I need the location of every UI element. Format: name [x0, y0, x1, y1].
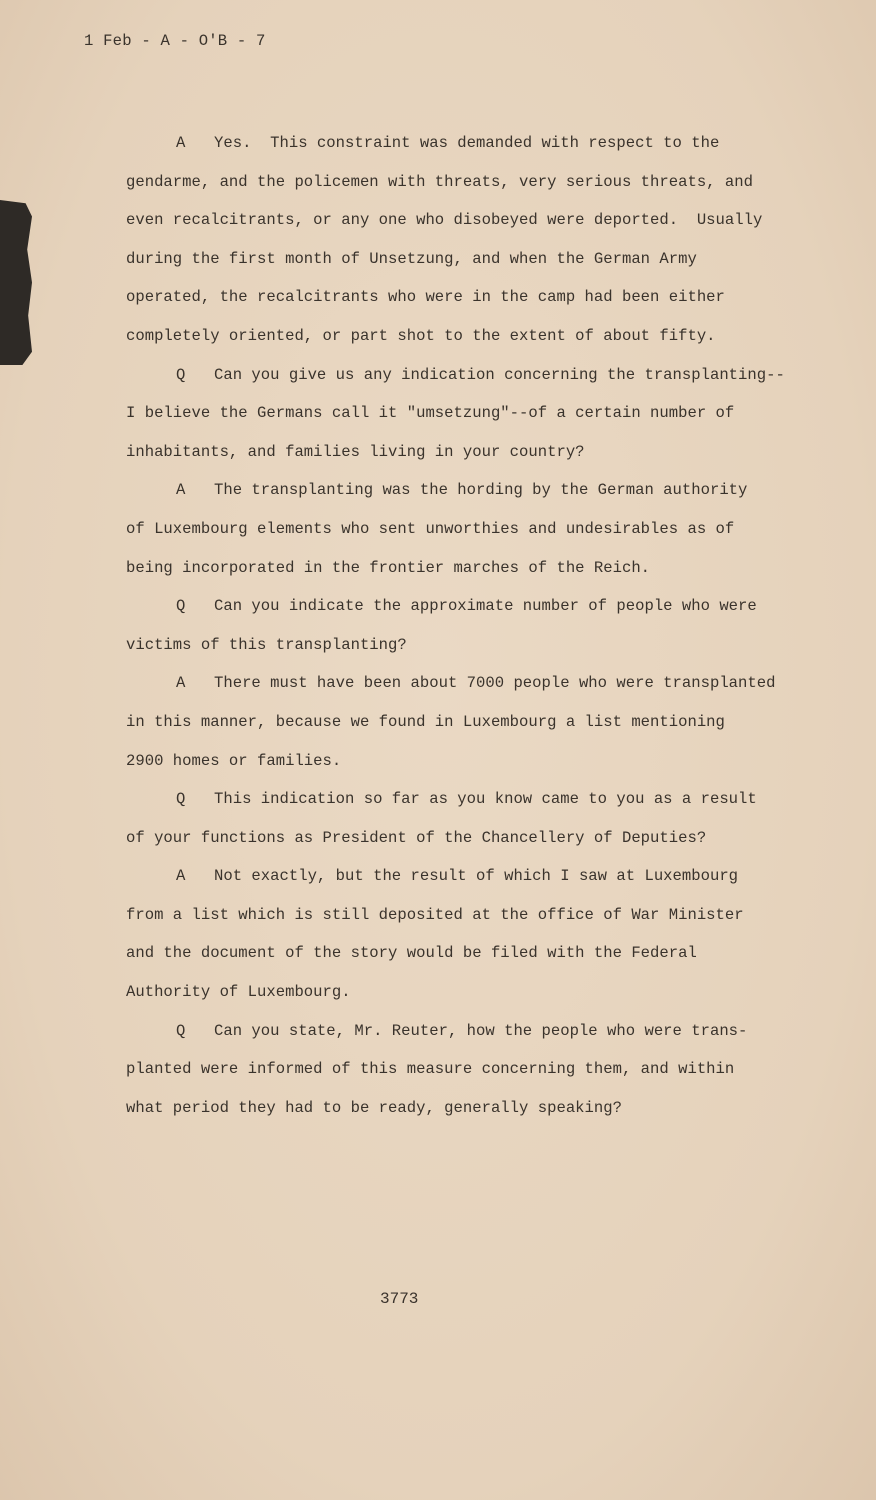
line-text: 2900 homes or families.: [126, 751, 342, 770]
line-text: in this manner, because we found in Luxembourg a list mentioning: [126, 712, 725, 731]
question-paragraph: [126, 362, 826, 478]
text-line: [126, 632, 826, 671]
text-line: [126, 323, 826, 362]
answer-paragraph: [126, 863, 826, 1017]
text-line: [126, 709, 826, 748]
question-paragraph: [126, 1018, 826, 1134]
text-line: [126, 362, 826, 401]
line-text: There must have been about 7000 people who were transplanted: [214, 674, 776, 693]
line-text: inhabitants, and families living in your country?: [126, 442, 585, 461]
line-text: of Luxembourg elements who sent unworthies and undesirables as of: [126, 519, 735, 538]
text-line: [126, 130, 826, 169]
question-paragraph: [126, 593, 826, 670]
text-line: [126, 169, 826, 208]
question-paragraph: [126, 786, 826, 863]
text-line: [126, 555, 826, 594]
text-line: [126, 477, 826, 516]
testimony-body: [126, 130, 826, 1133]
binding-tab: [0, 200, 32, 365]
text-line: [126, 825, 826, 864]
speaker-marker: Q: [176, 790, 186, 809]
line-text: victims of this transplanting?: [126, 635, 407, 654]
speaker-marker: Q: [176, 597, 186, 616]
line-text: Can you give us any indication concerning the transplanting--: [214, 365, 785, 384]
text-line: [126, 593, 826, 632]
text-line: [126, 863, 826, 902]
text-line: [126, 516, 826, 555]
line-text: even recalcitrants, or any one who disobeyed were deported. Usually: [126, 211, 763, 230]
line-text: of your functions as President of the Chancellery of Deputies?: [126, 828, 707, 847]
line-text: Can you indicate the approximate number of people who were: [214, 597, 757, 616]
line-text: from a list which is still deposited at the office of War Minister: [126, 905, 744, 924]
page-number: 3773: [380, 1290, 419, 1308]
answer-paragraph: [126, 477, 826, 593]
line-text: The transplanting was the hording by the German authority: [214, 481, 748, 500]
line-text: Can you state, Mr. Reuter, how the people who were trans-: [214, 1021, 748, 1040]
text-line: [126, 940, 826, 979]
answer-paragraph: [126, 130, 826, 362]
speaker-marker: A: [176, 481, 186, 500]
text-line: [126, 246, 826, 285]
line-text: planted were informed of this measure concerning them, and within: [126, 1060, 735, 1079]
line-text: Yes. This constraint was demanded with respect to the: [214, 134, 720, 152]
text-line: [126, 1018, 826, 1057]
line-text: operated, the recalcitrants who were in the camp had been either: [126, 288, 725, 307]
text-line: [126, 902, 826, 941]
speaker-marker: A: [176, 674, 186, 693]
text-line: [126, 1095, 826, 1134]
line-text: Authority of Luxembourg.: [126, 983, 351, 1002]
text-line: [126, 400, 826, 439]
text-line: [126, 284, 826, 323]
line-text: and the document of the story would be filed with the Federal: [126, 944, 697, 963]
line-text: gendarme, and the policemen with threats, very serious threats, and: [126, 172, 753, 191]
line-text: completely oriented, or part shot to the extent of about fifty.: [126, 326, 716, 345]
text-line: [126, 439, 826, 478]
text-line: [126, 1056, 826, 1095]
speaker-marker: Q: [176, 1021, 186, 1040]
text-line: [126, 207, 826, 246]
speaker-marker: A: [176, 867, 186, 886]
line-text: This indication so far as you know came to you as a result: [214, 790, 757, 809]
speaker-marker: Q: [176, 365, 186, 384]
text-line: [126, 979, 826, 1018]
line-text: Not exactly, but the result of which I saw at Luxembourg: [214, 867, 739, 886]
speaker-marker: A: [176, 134, 186, 152]
text-line: [126, 748, 826, 787]
line-text: what period they had to be ready, generally speaking?: [126, 1098, 622, 1117]
page-header: 1 Feb - A - O'B - 7: [84, 32, 266, 50]
text-line: [126, 786, 826, 825]
text-line: [126, 670, 826, 709]
line-text: being incorporated in the frontier marches of the Reich.: [126, 558, 651, 577]
answer-paragraph: [126, 670, 826, 786]
line-text: during the first month of Unsetzung, and when the German Army: [126, 249, 697, 268]
line-text: I believe the Germans call it "umsetzung"--of a certain number of: [126, 404, 735, 423]
